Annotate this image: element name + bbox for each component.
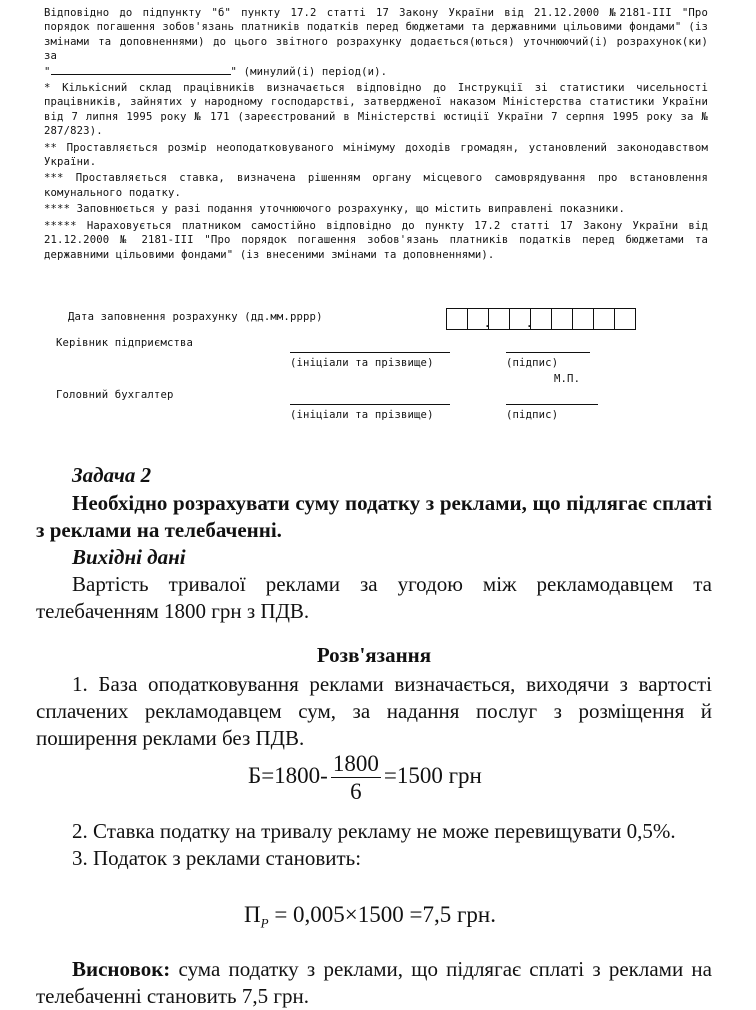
form-notes [44,6,708,264]
director-signature-block [56,336,676,392]
period-blank [51,64,231,75]
accountant-label: Головний бухгалтер [56,389,174,401]
task-section [36,462,712,625]
task-title: Задача 2 [72,463,152,487]
formula-1-denominator: 6 [350,779,362,804]
date-box[interactable] [573,309,594,329]
director-label: Керівник підприємства [56,337,194,349]
director-name-line[interactable] [290,352,450,353]
date-box[interactable] [510,309,531,329]
footnote-5: ***** Нараховується платником самостійно відповідно до пункту 17.2 статті 17 Закону України від 21.12.2000 № 2181-III "Про порядок погашення зобов'язань платників податків перед бюджетами та державними цільовими фондами" (із внесеними змінами та доповненнями). [44,219,708,261]
date-box[interactable] [615,309,635,329]
accountant-signature-line[interactable] [506,404,598,405]
date-box[interactable] [468,309,489,329]
solution-step-1: 1. База оподатковування реклами визначається, виходячи з вартості сплачених рекламодавцем сум, за надання послуг з розміщення й поширення реклами без ПДВ. [36,672,712,750]
footnote-3: *** Проставляється ставка, визначена рішенням органу місцевого самоврядування про встановлення комунального податку. [44,172,708,199]
date-box[interactable] [531,309,552,329]
director-signature-line[interactable] [506,352,590,353]
date-box[interactable] [552,309,573,329]
formula-2-subscript: Р [260,915,269,931]
task-statement: Необхідно розрахувати суму податку з реклами, що підлягає сплаті з реклами на телебаченні. [36,491,712,542]
date-box[interactable] [447,309,468,329]
solution-step-3: 3. Податок з реклами становить: [72,846,362,870]
director-initials-caption: (ініціали та прізвище) [290,357,434,369]
solution-step-2: 2. Ставка податку на тривалу рекламу не може перевищувати 0,5%. [72,819,676,843]
formula-1-numerator: 1800 [332,751,379,776]
reference-text-end: " (минулий(і) період(и). [230,65,388,78]
formula-2-rest: = 0,005×1500 =7,5 грн. [268,902,496,927]
reference-text: Відповідно до підпункту "б" пункту 17.2 статті 17 Закону України від 21.12.2000 №2181-III "Про порядок погашення зобов'язань платників податків перед бюджетами та державними цільовими фондами" (із змінами та доповненнями) до цього звітного розрахунку додається(ються) уточнюючий(і) розрахунок(ки) за [44,7,708,63]
tax-amount-formula [244,902,496,932]
conclusion-label: Висновок: [72,957,171,981]
input-heading: Вихідні дані [72,545,186,569]
footnote-4: **** Заповнюється у разі подання уточнюючого розрахунку, що містить виправлені показники. [44,203,625,216]
accountant-signature-block [56,388,676,428]
formula-1-left: Б=1800- [248,762,328,788]
tax-base-formula [248,750,482,805]
date-box[interactable] [489,309,510,329]
solution-steps-2-3 [36,818,712,872]
reference-paragraph: Відповідно до підпункту "б" пункту 17.2 статті 17 Закону України від 21.12.2000 №2181-III "Про порядок погашення зобов'язань платників податків перед бюджетами та державними цільовими фондами" (із змінами та доповненнями) до цього звітного розрахунку додається(ються) уточнюючий(і) розрахунок(ки) за " " (минулий(і) період(и). [44,7,708,78]
accountant-initials-caption: (ініціали та прізвище) [290,409,434,421]
formula-2-symbol: П [244,902,261,927]
conclusion-text: сума податку з реклами, що підлягає сплаті з реклами на телебаченні становить 7,5 грн. [36,957,712,1008]
formula-1-fraction [331,750,381,805]
director-signature-caption: (підпис) [506,357,559,369]
stamp-label: М.П. [554,373,581,385]
fill-date-boxes[interactable] [446,308,636,330]
fill-date-row [68,308,668,330]
solution-section [36,642,712,752]
solution-heading: Розв'язання [316,643,432,667]
footnote-1: * Кількісний склад працівників визначається відповідно до Інструкції зі статистики чисельності працівників, зайнятих у народному господарстві, затвердженої наказом Міністерства статистики України від 7 липня 1995 року № 171 (зареєстрований в Міністерстві юстиції України 7 серпня 1995 року за № 287/823). [44,82,708,138]
accountant-name-line[interactable] [290,404,450,405]
formula-1-right: =1500 грн [383,762,482,788]
accountant-signature-caption: (підпис) [506,409,559,421]
date-box[interactable] [594,309,615,329]
input-text: Вартість тривалої реклами за угодою між рекламодавцем та телебаченням 1800 грн з ПДВ. [36,572,712,623]
conclusion [36,956,712,1010]
fill-date-label: Дата заповнення розрахунку (дд.мм.рррр) [68,311,323,323]
footnote-2: ** Проставляється розмір неоподатковуваного мінімуму доходів громадян, установлений законодавством України. [44,141,708,169]
